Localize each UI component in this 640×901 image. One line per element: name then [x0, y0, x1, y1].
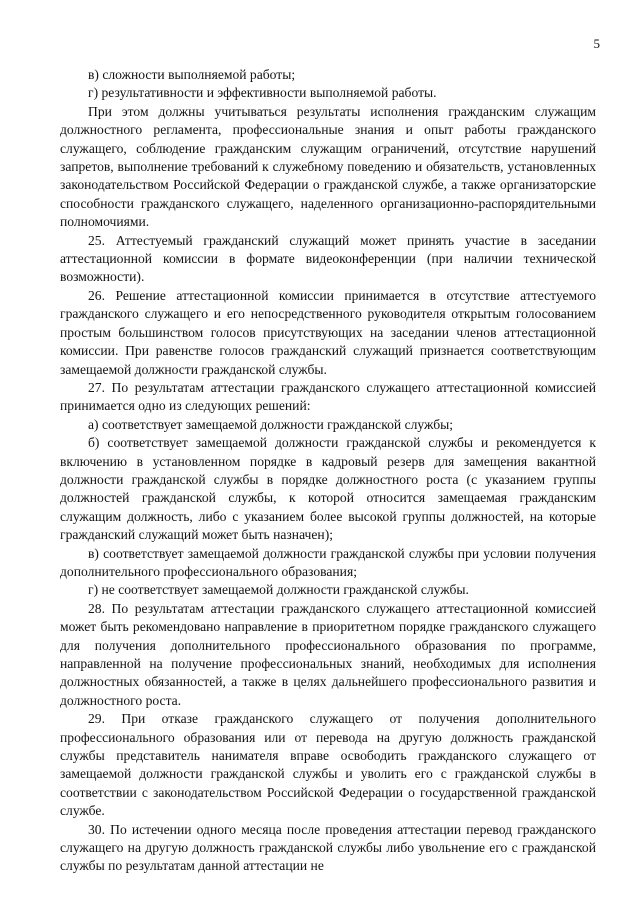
- paragraph-27-g: г) не соответствует замещаемой должности гражданской службы.: [88, 582, 469, 598]
- paragraph-item-g: г) результативности и эффективности выполняемой работы.: [88, 85, 437, 101]
- page-number: 5: [593, 36, 600, 51]
- paragraph-27-b: б) соответствует замещаемой должности гражданской службы и рекомендуется к включению в установленном порядке в кадровый резерв для замещения вакантной должности гражданской службы в порядке должностного роста (с указанием группы должностей гражданской службы, к которой относится замещаемая гражданским служащим должность, либо с указанием более высокой группы должностей, на которые гражданский служащий может быть назначен);: [60, 435, 596, 543]
- paragraph-27: 27. По результатам аттестации гражданского служащего аттестационной комиссией принимается одно из следующих решений:: [60, 379, 596, 414]
- paragraph-29: 29. При отказе гражданского служащего от получения дополнительного профессионального образования или от перевода на другую должность гражданской службы представитель нанимателя вправе освободить гражданского служащего от замещаемой должности гражданской службы и уволить его с гражданской службы в соответствии с законодательством Российской Федерации о государственной гражданской службе.: [60, 711, 596, 819]
- paragraph-item-v: в) сложности выполняемой работы;: [88, 67, 296, 82]
- paragraph-26: 26. Решение аттестационной комиссии принимается в отсутствие аттестуемого гражданского служащего и его непосредственного руководителя открытым голосованием простым большинством голосов присутствующих на заседании членов аттестационной комиссии. При равенстве голосов гражданский служащий признается соответствующим замещаемой должности гражданской службы.: [60, 287, 596, 377]
- paragraph-30: 30. По истечении одного месяца после проведения аттестации перевод гражданского служащего на другую должность гражданской службы либо увольнение его с гражданской службы по результатам данной аттестации не: [60, 821, 596, 874]
- paragraph-27-v: в) соответствует замещаемой должности гражданской службы при условии получения дополнительного профессионального образования;: [60, 545, 596, 579]
- paragraph-27-a: а) соответствует замещаемой должности гражданской службы;: [88, 416, 454, 432]
- page-body: [60, 66, 596, 876]
- paragraph-28: 28. По результатам аттестации гражданского служащего аттестационной комиссией может быть рекомендовано направление в приоритетном порядке гражданского служащего для получения дополнительного профессионального образования по программе, направленной на получение профессиональных знаний, необходимых для исполнения должностных обязанностей, а также в целях дальнейшего профессионального развития и должностного роста.: [60, 600, 596, 708]
- paragraph-25: 25. Аттестуемый гражданский служащий может принять участие в заседании аттестационной комиссии в формате видеоконференции (при наличии технической возможности).: [60, 232, 596, 285]
- paragraph-evaluation-criteria: При этом должны учитываться результаты исполнения гражданским служащим должностного регламента, профессиональные знания и опыт работы гражданского служащего, соблюдение гражданским служащим ограничений, отсутствие нарушений запретов, выполнение требований к служебному поведению и обязательств, установленных законодательством Российской Федерации о гражданской службе, а также организаторские способности гражданского служащего, наделенного организационно-распорядительными полномочиями.: [60, 103, 596, 230]
